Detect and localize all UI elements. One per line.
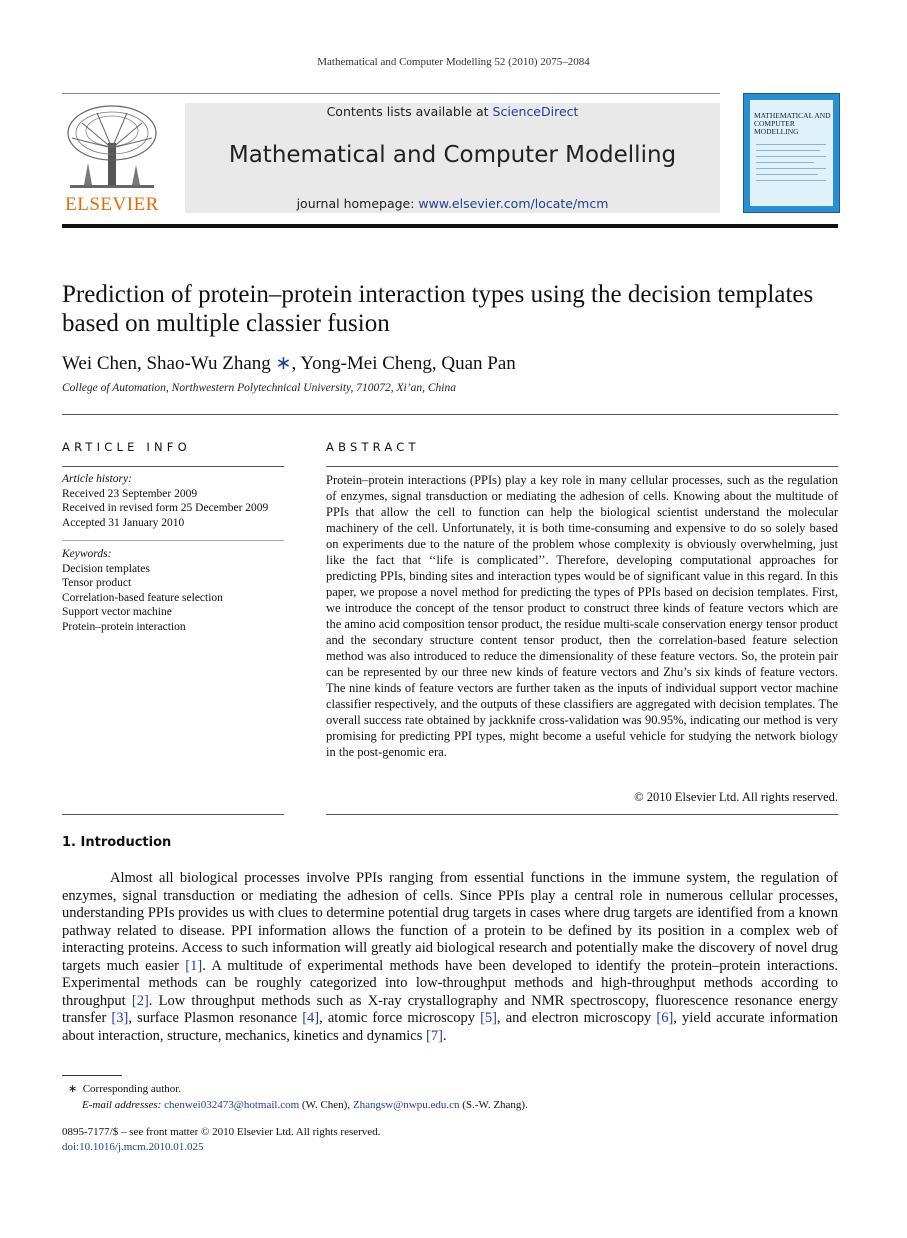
homepage-line (185, 196, 720, 211)
journal-title: Mathematical and Computer Modelling (228, 142, 677, 168)
cover-text-line (756, 168, 826, 169)
citation-link[interactable]: [2] (131, 992, 149, 1009)
article-title: Prediction of protein–protein interaction types using the decision templates based on multiple classier fusion (62, 281, 814, 337)
abstract-heading: ABSTRACT (326, 440, 420, 454)
article-history (62, 472, 284, 530)
homepage-prefix: journal homepage: (296, 196, 419, 211)
cover-text-line (756, 174, 818, 175)
intro-text: . (442, 1027, 447, 1044)
keyword-item: Tensor product (62, 577, 132, 589)
history-item: Accepted 31 January 2010 (62, 516, 185, 529)
homepage-link[interactable]: www.elsevier.com/locate/mcm (418, 196, 609, 211)
intro-text: , yield accurate information about interaction, structure, mechanics, kinetics and dynamics (62, 1010, 839, 1044)
cover-panel (750, 100, 833, 206)
citation-link[interactable]: [5] (480, 1010, 497, 1026)
keyword-item: Support vector machine (62, 606, 172, 618)
intro-text: . Low throughput methods such as X-ray crystallography and NMR spectroscopy, fluorescence resonance energy transfer (62, 992, 839, 1026)
divider (326, 814, 838, 815)
keywords (62, 547, 284, 634)
footnote-rule (62, 1075, 122, 1076)
keywords-label: Keywords: (62, 548, 112, 560)
elsevier-wordmark: ELSEVIER (65, 194, 159, 215)
doi-link[interactable]: doi:10.1016/j.mcm.2010.01.025 (62, 1141, 204, 1153)
keyword-item: Decision templates (62, 562, 150, 575)
email-note (62, 1097, 838, 1113)
email-label: E-mail addresses: (82, 1099, 165, 1111)
abstract-copyright: © 2010 Elsevier Ltd. All rights reserved. (634, 790, 838, 804)
footnotes (62, 1081, 838, 1113)
author-list (62, 352, 838, 375)
divider (62, 814, 284, 815)
history-item: Received in revised form 25 December 2009 (62, 502, 269, 514)
intro-text: , and electron microscopy (497, 1010, 657, 1026)
citation-link[interactable]: [1] (185, 957, 203, 974)
article-info-heading: ARTICLE INFO (62, 440, 191, 454)
sciencedirect-link[interactable]: ScienceDirect (492, 104, 579, 119)
contents-line (185, 104, 720, 119)
authors-part-2: , Yong-Mei Cheng, Quan Pan (291, 353, 516, 374)
abstract-text: Protein–protein interactions (PPIs) play a key role in many cellular processes, such as the regulation of enzymes, signal transduction or mediating the adhesion of cells. Knowing about the multitude of PPIs that allow the cell to function can help the biological scientist understand the molecular machinery of the cell. Unfortunately, it is both time-consuming and expensive to do so solely based on experiments due to the nature of the problem whose complexity is obviously overwhelming, just like the fact that ‘‘life is complicated’’. Therefore, developing computational approaches for predicting PPIs, binding sites and interaction types would be of significant value in this regard. In this paper, we propose a novel method for predicting the types of PPIs based on decision templates. First, we introduce the concept of the tensor product to construct three kinds of feature vectors which are the amino acid composition tensor product, the residue multi-scale conservation energy tensor product and the secondary structure content tensor product, then the correlation-based feature selection method was also introduced to reduce the dimensionality of these feature vectors. So, the protein pair can be represented by our three new kinds of feature vectors and Zhu’s six kinds of feature vectors. The nine kinds of feature vectors are further taken as the inputs of individual support vector machine classifier respectively, and the outputs of these classifiers are aggregated with decision templates. The overall success rate obtained by jackknife cross-validation was 90.95%, indicating our method is very promising for predicting PPI types, might become a useful vehicle for studying the network biology in the post-genomic era. (326, 473, 838, 759)
email-link-chen[interactable]: chenwei032473@hotmail.com (164, 1099, 300, 1111)
masthead-thick-rule (62, 224, 838, 228)
legal-block (62, 1125, 838, 1155)
intro-text: , surface Plasmon resonance (128, 1010, 303, 1026)
cover-text-line (756, 156, 826, 157)
history-label: Article history: (62, 473, 132, 485)
affiliation: College of Automation, Northwestern Polytechnical University, 710072, Xi’an, China (62, 382, 456, 394)
introduction-heading: 1. Introduction (62, 835, 172, 850)
cover-title: MATHEMATICAL AND COMPUTER MODELLING (754, 111, 831, 136)
footnote-mark: ∗ (68, 1083, 78, 1095)
cover-text-line (756, 180, 826, 181)
citation-link[interactable]: [4] (302, 1010, 320, 1026)
intro-text: Almost all biological processes involve PPIs ranging from essential functions in the immune system, the regulation of enzymes, signal transduction or mediating the adhesion of cells. Since PPIs play a central role in numerous cellular processes, understanding PPIs provides us with clues to determine potential drug targets in cases where drug targets are identified from a known pathway related to disease. PPI information allows the function of a protein to be defined by its position in a complex web of interacting proteins. Access to such information will greatly aid biological research and potentially make the discovery of novel drug targets much easier (62, 870, 838, 974)
intro-text: . A multitude of experimental methods have been developed to identify the protein–protein interactions. Experimental methods can be roughly categorized into low-throughput methods and high-throughput methods according to throughput (62, 957, 838, 1009)
contents-prefix: Contents lists available at (326, 104, 493, 119)
journal-cover-thumbnail (743, 93, 840, 213)
header-rule (62, 93, 720, 94)
email-link-zhang[interactable]: Zhangsw@nwpu.edu.cn (352, 1099, 460, 1111)
divider (326, 466, 838, 467)
corresponding-author-note (62, 1081, 838, 1097)
citation-link[interactable]: [7] (426, 1027, 443, 1044)
keyword-item: Protein–protein interaction (62, 620, 186, 633)
citation-link[interactable]: [3] (111, 1010, 129, 1026)
email-owner: (S.-W. Zhang). (459, 1099, 528, 1111)
introduction-paragraph (62, 870, 838, 1045)
divider (62, 540, 284, 541)
intro-text: , atomic force microscopy (319, 1010, 481, 1026)
keyword-item: Correlation-based feature selection (62, 591, 223, 604)
cover-text-line (756, 162, 814, 163)
cover-text-line (756, 150, 820, 151)
divider (62, 466, 284, 467)
email-owner: (W. Chen), (299, 1099, 353, 1111)
corresponding-author-mark[interactable]: ∗ (270, 353, 292, 374)
divider (62, 414, 838, 415)
issn-line: 0895-7177/$ – see front matter © 2010 Elsevier Ltd. All rights reserved. (62, 1126, 381, 1138)
authors-part-1: Wei Chen, Shao-Wu Zhang (62, 353, 271, 374)
journal-reference: Mathematical and Computer Modelling 52 (2010) 2075–2084 (317, 56, 590, 68)
cover-text-line (756, 144, 826, 145)
citation-link[interactable]: [6] (656, 1010, 674, 1026)
corresponding-author-text: Corresponding author. (82, 1083, 182, 1095)
history-item: Received 23 September 2009 (62, 487, 198, 500)
